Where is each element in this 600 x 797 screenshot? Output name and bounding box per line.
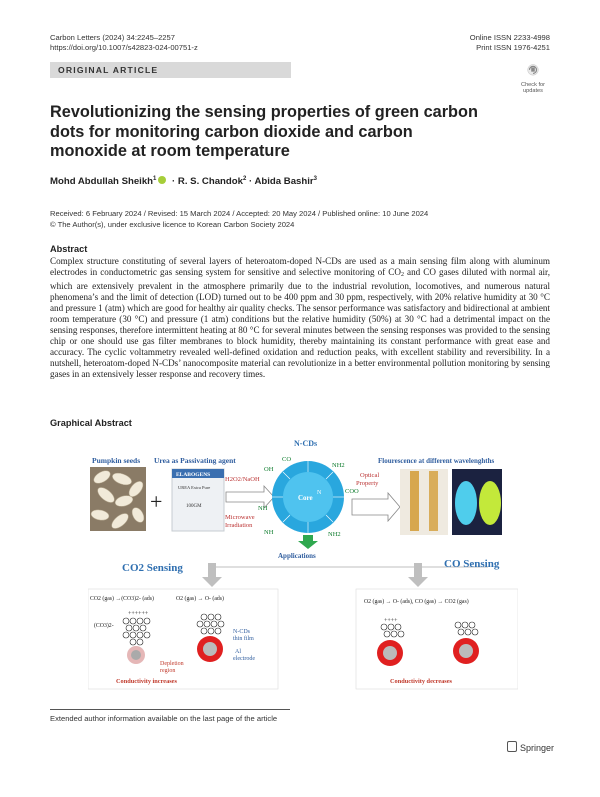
co-plus-charges: ++++ xyxy=(384,618,398,624)
publisher-mark[interactable] xyxy=(507,741,554,753)
footnote: Extended author information available on the last page of the article xyxy=(50,714,278,723)
abstract-part1: Complex structure constituting of several layers of heteroatom-doped N-CDs are used as a main sensing film along with aluminum electrodes in conductometric gas sensing system for sensitive and selective monitoring of CO xyxy=(50,256,550,277)
copyright-line: © The Author(s), under exclusive licence to Korean Carbon Society 2024 xyxy=(50,220,295,229)
nh-group-bottom: NH xyxy=(264,529,274,536)
co2-equation-2: O2 (gas) → O- (ads) xyxy=(176,596,224,602)
affiliation-mark: 2 xyxy=(242,176,247,182)
urea-bottle xyxy=(172,469,224,531)
vial-right xyxy=(429,471,438,531)
conductivity-decreases: Conductivity decreases xyxy=(390,678,452,685)
author-name[interactable]: Abida Bashir xyxy=(254,176,314,188)
check-line1: Check for xyxy=(521,82,545,88)
reagent-label: H2O2/NaOH xyxy=(225,476,260,483)
affiliation-mark: 1 xyxy=(153,176,157,182)
issn-online: Online ISSN 2233-4998 xyxy=(469,33,550,42)
ncd-film-label-2: thin film xyxy=(233,636,254,642)
pumpkin-label: Pumpkin seeds xyxy=(92,456,141,465)
urea-brand: ELABOGENS xyxy=(176,472,211,478)
nh-group-left: NH xyxy=(258,505,268,512)
check-for-updates-label xyxy=(512,82,554,94)
author-name[interactable]: Mohd Abdullah Sheikh xyxy=(50,176,154,188)
author-list: Mohd Abdullah Sheikh$^1$ · R. S. Chandok$^2$ · Abida Bashir$^3$ xyxy=(50,176,317,188)
optical-arrow xyxy=(352,493,400,521)
author-name[interactable]: R. S. Chandok xyxy=(177,176,243,188)
abstract-text xyxy=(50,256,550,379)
microwave-label-2: Irradiation xyxy=(225,522,253,529)
urea-qty: 100GM xyxy=(186,504,202,509)
co-grain-core-right xyxy=(459,644,473,658)
dates-line: Received: 6 February 2024 / Revised: 15 March 2024 / Accepted: 20 May 2024 / Published online: 10 June 2024 xyxy=(50,209,429,218)
co-equation: O2 (gas) → O- (ads), CO (gas) → CO2 (gas) xyxy=(364,599,469,605)
check-line2: updates xyxy=(523,88,543,95)
urea-product: UREA Extra Pure xyxy=(178,485,211,490)
nh2-group-bottom: NH2 xyxy=(328,531,341,538)
nh2-group-top: NH2 xyxy=(332,462,345,469)
abstract-heading: Abstract xyxy=(50,244,88,254)
graphical-abstract-figure xyxy=(88,437,518,692)
publisher-name: Springer xyxy=(520,743,555,753)
microwave-label-1: Microwave xyxy=(225,514,255,521)
check-for-updates-icon[interactable] xyxy=(516,64,550,84)
applications-label: Applications xyxy=(278,552,316,560)
journal-citation: Carbon Letters (2024) 34:2245–2257 xyxy=(50,33,175,42)
co2-sensing-label: CO2 Sensing xyxy=(122,562,183,574)
applications-arrow xyxy=(298,535,318,549)
urea-label: Urea as Passivating agent xyxy=(154,456,236,465)
core-label: Core xyxy=(298,494,313,502)
co2-grain-core-right xyxy=(203,642,217,656)
optical-label-1: Optical xyxy=(360,472,380,479)
graphical-abstract-heading: Graphical Abstract xyxy=(50,418,132,428)
orcid-icon[interactable] xyxy=(158,176,166,184)
ncd-film-label-1: N-CDs xyxy=(233,629,251,635)
abstract-part2: and CO gases diluted with normal air, which are extensively prevalent in the atmosphere primarily due to the industrial revolution, locomotives, and numerous natural phenomena’s and the limit of detection (LOD) turned out to be 400 ppm and 30 ppm, respectively, with 20% relative humidity at 30 °C and pressure 1 (atm) which are good for healthy air quality checks. The sensor performance was satisfactory and bidirectional at ambient room temperature (30 °C) and pressure (1 atm) conditions but the relative humidity (50%) at 30 °C had a detrimental impact on the sensing responses, therefore intermittent heating at 80 °C for several minutes between the sensing responses was provided to the sensing chip or one should use gas filter membranes to block humidity, thereby maintaining its constant performance with great ease and accuracy. The cyclic voltammetry revealed well-defined oxidation and reduction peaks, with excellent stability and reversibility. In a nutshell, heteroatom-doped N-CDs’ nanocomposite material can revolutionize in a better environmental pollution monitoring by sensing gases in an extensively lesser response and recovery times. xyxy=(50,266,550,379)
co-group: CO xyxy=(282,456,292,463)
article-type-label: ORIGINAL ARTICLE xyxy=(58,65,159,75)
co2-equation-1: CO2 (gas) →(CO3)2- (ads) xyxy=(90,596,154,602)
oh-group: OH xyxy=(264,466,274,473)
co-grain-core-left xyxy=(383,646,397,660)
nitrogen-label: N xyxy=(317,490,322,496)
publication-dates xyxy=(50,208,428,230)
abstract-sub: 2 xyxy=(400,271,404,278)
plus-sign: + xyxy=(150,489,163,514)
co2-grain-core-left xyxy=(131,650,141,660)
depletion-label-2: region xyxy=(160,668,176,674)
blue-glow xyxy=(455,481,477,525)
optical-label-2: Property xyxy=(356,480,379,487)
article-title: Revolutionizing the sensing properties of green carbon dots for monitoring carbon dioxide and carbon monoxide at room temperature xyxy=(50,103,478,160)
vial-photo xyxy=(400,469,448,535)
fluorescence-label: Flourescence at different wavelenghths xyxy=(378,457,495,465)
co2-plus-charges: ++++++ xyxy=(128,611,149,617)
depletion-label-1: Depletion xyxy=(160,661,184,667)
yellow-glow xyxy=(479,481,501,525)
article-type-bar xyxy=(50,62,291,78)
affiliation-mark: 3 xyxy=(313,176,317,182)
ncds-title: N-CDs xyxy=(294,439,318,448)
vial-left xyxy=(410,471,419,531)
co-sensing-label: CO Sensing xyxy=(444,558,500,570)
springer-horse-icon xyxy=(507,741,517,752)
carbonate-label: (CO3)2- xyxy=(94,623,114,629)
conductivity-increases: Conductivity increases xyxy=(116,678,177,685)
doi-link[interactable]: https://doi.org/10.1007/s42823-024-00751-z xyxy=(50,43,198,52)
al-label-1: Al xyxy=(235,649,241,655)
footnote-rule xyxy=(50,709,290,710)
al-label-2: electrode xyxy=(233,656,255,662)
issn-print: Print ISSN 1976-4251 xyxy=(476,43,550,52)
coo-group: COO xyxy=(345,488,359,495)
